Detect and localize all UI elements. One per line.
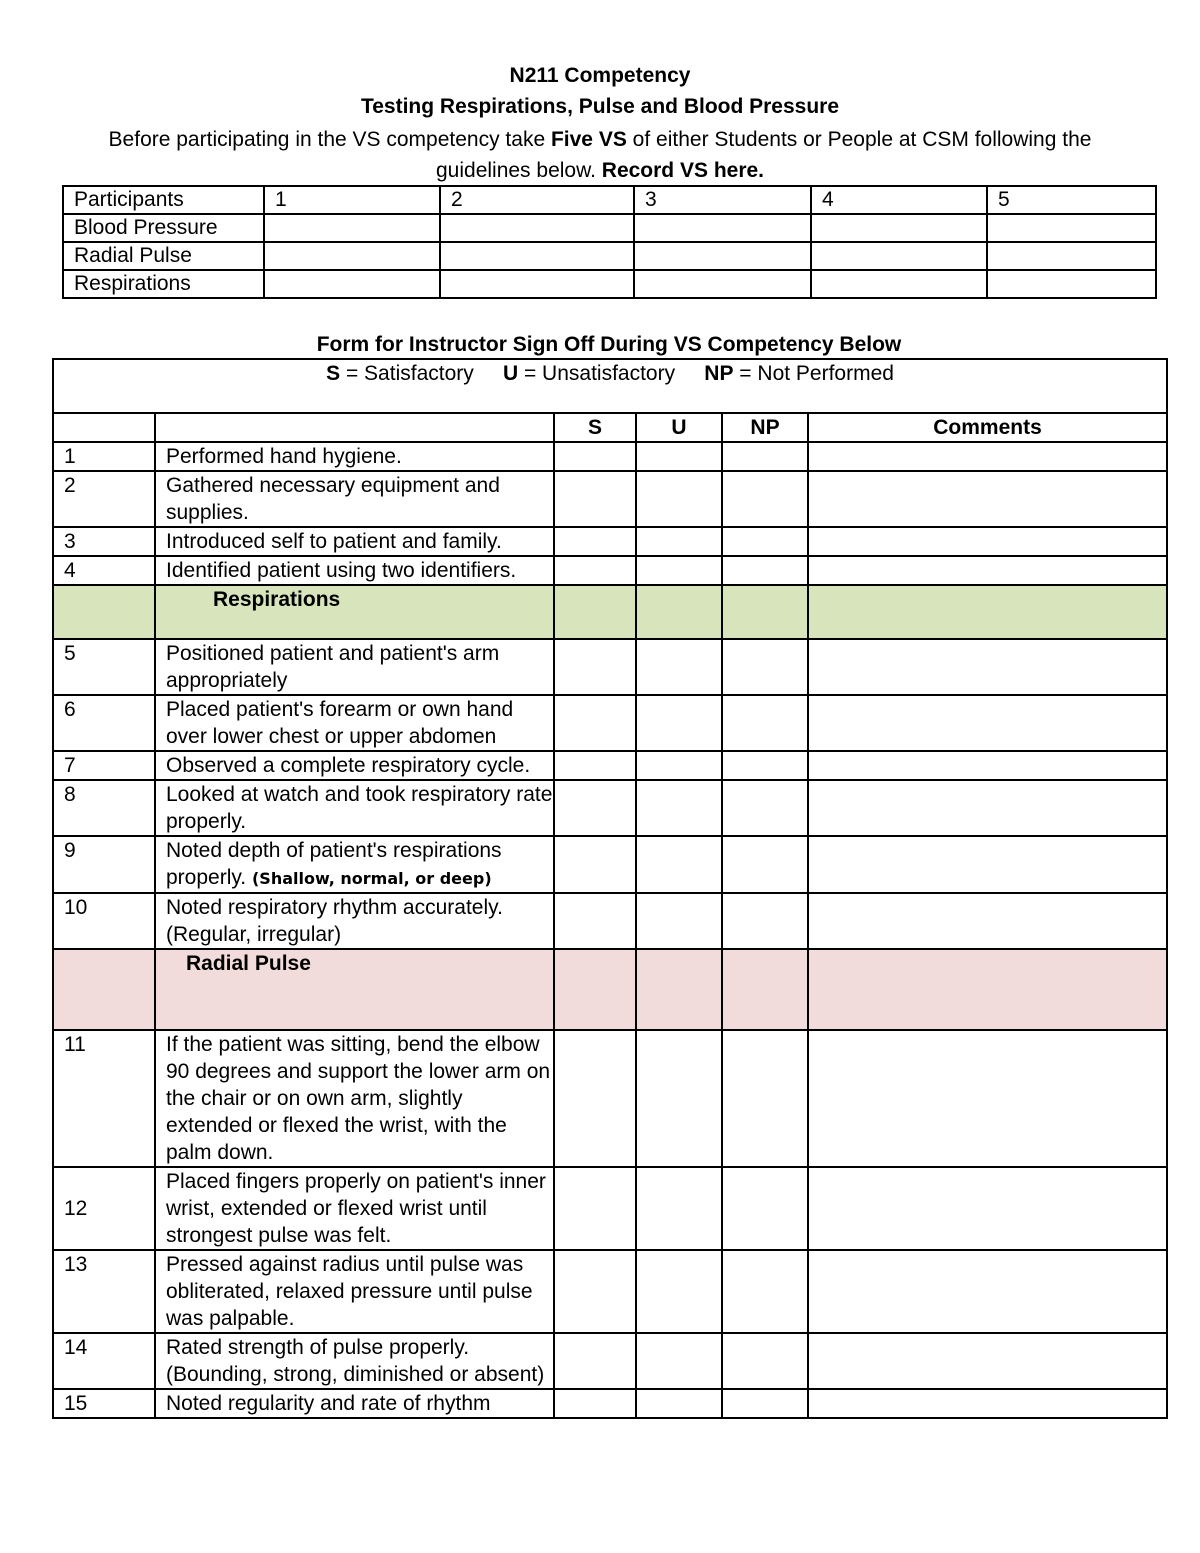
comments-cell[interactable] bbox=[808, 893, 1167, 949]
vital-signs-record-table bbox=[62, 185, 1157, 299]
vs-entry-cell[interactable] bbox=[634, 270, 811, 298]
comments-cell[interactable] bbox=[808, 695, 1167, 751]
table-row bbox=[53, 1333, 1167, 1389]
u-cell[interactable] bbox=[636, 1030, 722, 1167]
table-row bbox=[53, 751, 1167, 780]
table-row bbox=[53, 695, 1167, 751]
s-cell[interactable] bbox=[554, 695, 636, 751]
vs-entry-cell[interactable] bbox=[440, 242, 634, 270]
step-number: 11 bbox=[53, 1030, 155, 1167]
s-cell[interactable] bbox=[554, 527, 636, 556]
step-number: 13 bbox=[53, 1250, 155, 1333]
s-cell[interactable] bbox=[554, 836, 636, 893]
np-cell[interactable] bbox=[722, 1333, 808, 1389]
step-text: Noted respiratory rhythm accurately. (Regular, irregular) bbox=[155, 893, 554, 949]
section-label-radial-pulse: Radial Pulse bbox=[155, 949, 554, 1030]
step-text: Noted regularity and rate of rhythm bbox=[155, 1389, 554, 1418]
np-cell[interactable] bbox=[722, 695, 808, 751]
vs-entry-cell[interactable] bbox=[264, 242, 440, 270]
s-cell[interactable] bbox=[554, 893, 636, 949]
s-cell[interactable] bbox=[554, 1333, 636, 1389]
vs-col-1: 1 bbox=[264, 186, 440, 214]
comments-cell[interactable] bbox=[808, 556, 1167, 585]
vs-entry-cell[interactable] bbox=[264, 270, 440, 298]
np-cell[interactable] bbox=[722, 556, 808, 585]
table-row bbox=[53, 442, 1167, 471]
step-number: 4 bbox=[53, 556, 155, 585]
table-row bbox=[53, 527, 1167, 556]
comments-cell[interactable] bbox=[808, 442, 1167, 471]
table-row bbox=[53, 639, 1167, 695]
intro-text-1: Before participating in the VS competency take bbox=[108, 128, 551, 151]
comments-cell[interactable] bbox=[808, 1250, 1167, 1333]
s-cell[interactable] bbox=[554, 1389, 636, 1418]
vs-entry-cell[interactable] bbox=[440, 270, 634, 298]
vs-col-3: 3 bbox=[634, 186, 811, 214]
comments-cell[interactable] bbox=[808, 1389, 1167, 1418]
intro-instructions bbox=[40, 124, 1160, 186]
vs-entry-cell[interactable] bbox=[264, 214, 440, 242]
step-text: Introduced self to patient and family. bbox=[155, 527, 554, 556]
col-header-s: S bbox=[554, 413, 636, 442]
u-cell[interactable] bbox=[636, 893, 722, 949]
vs-row-label: Radial Pulse bbox=[63, 242, 264, 270]
np-cell[interactable] bbox=[722, 1030, 808, 1167]
s-cell[interactable] bbox=[554, 1167, 636, 1250]
np-cell[interactable] bbox=[722, 442, 808, 471]
legend-np-key: NP bbox=[704, 362, 734, 385]
table-row bbox=[53, 471, 1167, 527]
vs-row-label: Respirations bbox=[63, 270, 264, 298]
column-header-row bbox=[53, 413, 1167, 442]
table-row bbox=[53, 556, 1167, 585]
step-number: 9 bbox=[53, 836, 155, 893]
col-header-comments: Comments bbox=[808, 413, 1167, 442]
step-number: 15 bbox=[53, 1389, 155, 1418]
intro-bold-record: Record VS here. bbox=[601, 159, 765, 182]
table-row bbox=[53, 836, 1167, 893]
section-row-respirations bbox=[53, 585, 1167, 639]
legend-u-text: = Unsatisfactory bbox=[518, 362, 676, 385]
legend-s-key: S bbox=[326, 362, 341, 385]
step-text: Identified patient using two identifiers. bbox=[155, 556, 554, 585]
vs-entry-cell[interactable] bbox=[440, 214, 634, 242]
section-label-respirations: Respirations bbox=[155, 585, 554, 639]
vs-entry-cell[interactable] bbox=[811, 242, 987, 270]
section-row-radial-pulse bbox=[53, 949, 1167, 1030]
s-cell[interactable] bbox=[554, 1250, 636, 1333]
step-number: 2 bbox=[53, 471, 155, 527]
step-text-with-note bbox=[155, 836, 554, 893]
table-row bbox=[53, 1250, 1167, 1333]
col-header-np: NP bbox=[722, 413, 808, 442]
vs-col-2: 2 bbox=[440, 186, 634, 214]
table-row bbox=[53, 1030, 1167, 1167]
np-cell[interactable] bbox=[722, 527, 808, 556]
u-cell[interactable] bbox=[636, 751, 722, 780]
vs-header-row bbox=[63, 186, 1156, 214]
np-cell[interactable] bbox=[722, 639, 808, 695]
comments-cell[interactable] bbox=[808, 780, 1167, 836]
u-cell[interactable] bbox=[636, 471, 722, 527]
vs-entry-cell[interactable] bbox=[987, 214, 1156, 242]
comments-cell[interactable] bbox=[808, 1333, 1167, 1389]
np-cell[interactable] bbox=[722, 471, 808, 527]
col-header-u: U bbox=[636, 413, 722, 442]
vs-entry-cell[interactable] bbox=[634, 242, 811, 270]
step-number: 10 bbox=[53, 893, 155, 949]
step-number: 14 bbox=[53, 1333, 155, 1389]
step-number: 3 bbox=[53, 527, 155, 556]
table-row bbox=[53, 780, 1167, 836]
legend-u-key: U bbox=[502, 362, 519, 385]
comments-cell[interactable] bbox=[808, 527, 1167, 556]
page-title: N211 Competency bbox=[509, 64, 691, 87]
step-text: Pressed against radius until pulse was obliterated, relaxed pressure until pulse was palpable. bbox=[155, 1250, 554, 1333]
step-text: Positioned patient and patient's arm appropriately bbox=[155, 639, 554, 695]
depth-note: (Shallow, normal, or deep) bbox=[251, 869, 492, 888]
np-cell[interactable] bbox=[722, 751, 808, 780]
np-cell[interactable] bbox=[722, 780, 808, 836]
comments-cell[interactable] bbox=[808, 1167, 1167, 1250]
vs-row-label: Blood Pressure bbox=[63, 214, 264, 242]
vs-col-5: 5 bbox=[987, 186, 1156, 214]
signoff-form-title: Form for Instructor Sign Off During VS Competency Below bbox=[316, 333, 902, 356]
step-text: Placed patient's forearm or own hand over lower chest or upper abdomen bbox=[155, 695, 554, 751]
s-cell[interactable] bbox=[554, 1030, 636, 1167]
vs-row-radial-pulse bbox=[63, 242, 1156, 270]
vs-entry-cell[interactable] bbox=[987, 270, 1156, 298]
s-cell[interactable] bbox=[554, 556, 636, 585]
legend-np-text: = Not Performed bbox=[733, 362, 894, 385]
page-subtitle: Testing Respirations, Pulse and Blood Pressure bbox=[360, 95, 840, 118]
step-number: 12 bbox=[53, 1167, 155, 1250]
vs-col-4: 4 bbox=[811, 186, 987, 214]
u-cell[interactable] bbox=[636, 1167, 722, 1250]
step-text: Placed fingers properly on patient's inner wrist, extended or flexed wrist until strongest pulse was felt. bbox=[155, 1167, 554, 1250]
u-cell[interactable] bbox=[636, 836, 722, 893]
u-cell[interactable] bbox=[636, 639, 722, 695]
s-cell[interactable] bbox=[554, 780, 636, 836]
step-text: If the patient was sitting, bend the elbow 90 degrees and support the lower arm on the chair or on own arm, slightly extended or flexed the wrist, with the palm down. bbox=[155, 1030, 554, 1167]
step-number: 1 bbox=[53, 442, 155, 471]
intro-text-2: of either Students or People at CSM following the guidelines below. bbox=[435, 128, 1092, 182]
table-row bbox=[53, 1389, 1167, 1418]
step-text: Looked at watch and took respiratory rate properly. bbox=[155, 780, 554, 836]
np-cell[interactable] bbox=[722, 893, 808, 949]
s-cell[interactable] bbox=[554, 442, 636, 471]
np-cell[interactable] bbox=[722, 836, 808, 893]
vs-header-label: Participants bbox=[63, 186, 264, 214]
vs-entry-cell[interactable] bbox=[811, 270, 987, 298]
intro-bold-five-vs: Five VS bbox=[550, 128, 627, 151]
u-cell[interactable] bbox=[636, 695, 722, 751]
s-cell[interactable] bbox=[554, 471, 636, 527]
u-cell[interactable] bbox=[636, 527, 722, 556]
u-cell[interactable] bbox=[636, 1333, 722, 1389]
comments-cell[interactable] bbox=[808, 751, 1167, 780]
u-cell[interactable] bbox=[636, 556, 722, 585]
table-row bbox=[53, 1167, 1167, 1250]
np-cell[interactable] bbox=[722, 1389, 808, 1418]
step-text: Gathered necessary equipment and supplies. bbox=[155, 471, 554, 527]
comments-cell[interactable] bbox=[808, 639, 1167, 695]
step-number: 6 bbox=[53, 695, 155, 751]
vs-row-respirations bbox=[63, 270, 1156, 298]
s-cell[interactable] bbox=[554, 751, 636, 780]
step-text: Performed hand hygiene. bbox=[155, 442, 554, 471]
vs-entry-cell[interactable] bbox=[634, 214, 811, 242]
comments-cell[interactable] bbox=[808, 836, 1167, 893]
np-cell[interactable] bbox=[722, 1250, 808, 1333]
comments-cell[interactable] bbox=[808, 471, 1167, 527]
step-number: 5 bbox=[53, 639, 155, 695]
legend-s-text: = Satisfactory bbox=[340, 362, 474, 385]
vs-entry-cell[interactable] bbox=[811, 214, 987, 242]
legend-row bbox=[53, 359, 1167, 413]
step-number: 7 bbox=[53, 751, 155, 780]
u-cell[interactable] bbox=[636, 442, 722, 471]
u-cell[interactable] bbox=[636, 780, 722, 836]
step-text: Observed a complete respiratory cycle. bbox=[155, 751, 554, 780]
vs-row-blood-pressure bbox=[63, 214, 1156, 242]
vs-entry-cell[interactable] bbox=[987, 242, 1156, 270]
legend-cell bbox=[53, 359, 1167, 413]
step-text: Rated strength of pulse properly. (Bounding, strong, diminished or absent) bbox=[155, 1333, 554, 1389]
u-cell[interactable] bbox=[636, 1389, 722, 1418]
step-number: 8 bbox=[53, 780, 155, 836]
s-cell[interactable] bbox=[554, 639, 636, 695]
step-text: Noted depth of patient's respirations properly. bbox=[166, 839, 502, 889]
u-cell[interactable] bbox=[636, 1250, 722, 1333]
comments-cell[interactable] bbox=[808, 1030, 1167, 1167]
instructor-signoff-table bbox=[52, 358, 1168, 1419]
np-cell[interactable] bbox=[722, 1167, 808, 1250]
table-row bbox=[53, 893, 1167, 949]
